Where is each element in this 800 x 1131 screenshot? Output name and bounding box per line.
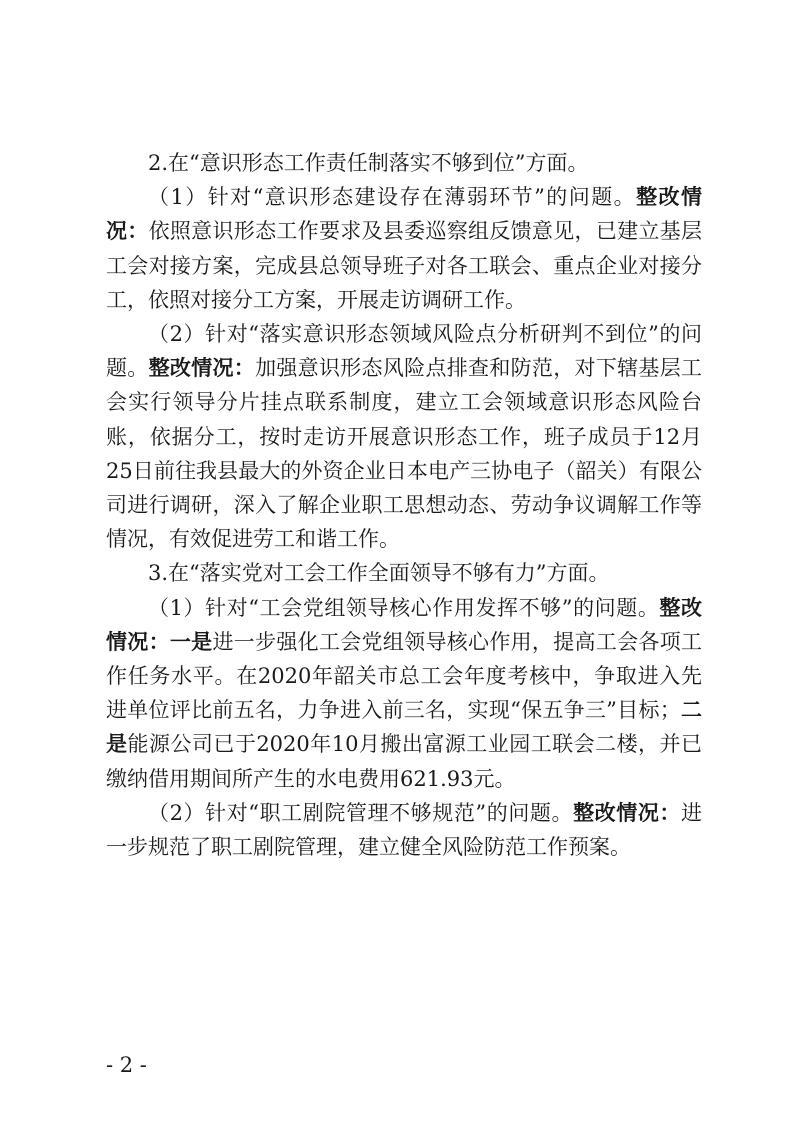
section-2-heading	[106, 146, 702, 180]
section-2-heading-text: 2.在“意识形态工作责任制落实不够到位”方面。	[148, 151, 589, 175]
section-3-heading-text: 3.在“落实党对工会工作全面领导不够有力”方面。	[148, 561, 610, 586]
item-lead: （1）针对“工会党组领导核心作用发挥不够”的问题。	[148, 595, 660, 620]
rectification-label: 整改情况：	[573, 799, 681, 825]
section-3-heading	[106, 556, 702, 590]
rectification-label: 整改情况：	[106, 594, 702, 654]
rectification-label: 整改情况：	[148, 355, 256, 381]
second-point-label: 二是	[106, 697, 702, 757]
first-point-label: 一是	[169, 628, 213, 654]
item-lead: （2）针对“落实意识形态领域风险点分析研判不到位”的问题。	[106, 322, 702, 381]
section-2-item-2	[106, 317, 702, 556]
section-3-item-2	[106, 796, 702, 864]
page-number: - 2 -	[106, 1053, 147, 1077]
document-body	[106, 146, 702, 864]
section-2-item-1	[106, 180, 702, 317]
rectification-label: 整改情况：	[106, 184, 703, 244]
item-body: 依照意识形态工作要求及县委巡察组反馈意见，已建立基层工会对接方案，完成县总领导班子对各工联会、重点企业对接分工，依照对接分工方案，开展走访调研工作。	[106, 219, 702, 312]
item-lead: （1）针对“意识形态建设存在薄弱环节”的问题。	[148, 185, 637, 210]
item-body: 进一步规范了职工剧院管理，建立健全风险防范工作预案。	[106, 800, 702, 860]
section-3-item-1	[106, 591, 702, 796]
first-point-body: 进一步强化工会党组领导核心作用，提高工会各项工作任务水平。在2020年韶关市总工会年度考核中，争取进入先进单位评比前五名，力争进入前三名，实现“保五争三”目标；	[106, 629, 703, 723]
item-lead: （2）针对“职工剧院管理不够规范”的问题。	[148, 800, 574, 825]
second-point-body: 能源公司已于2020年10月搬出富源工业园工联会二楼，并已缴纳借用期间所产生的水电费用621.93元。	[106, 732, 703, 791]
item-body: 加强意识形态风险点排查和防范，对下辖基层工会实行领导分片挂点联系制度，建立工会领域意识形态风险台账，依据分工，按时走访开展意识形态工作，班子成员于12月25日前往我县最大的外资企业日本电产三协电子（韶关）有限公司进行调研，深入了解企业职工思想动态、劳动争议调解工作等情况，有效促进劳工和谐工作。	[106, 356, 703, 552]
